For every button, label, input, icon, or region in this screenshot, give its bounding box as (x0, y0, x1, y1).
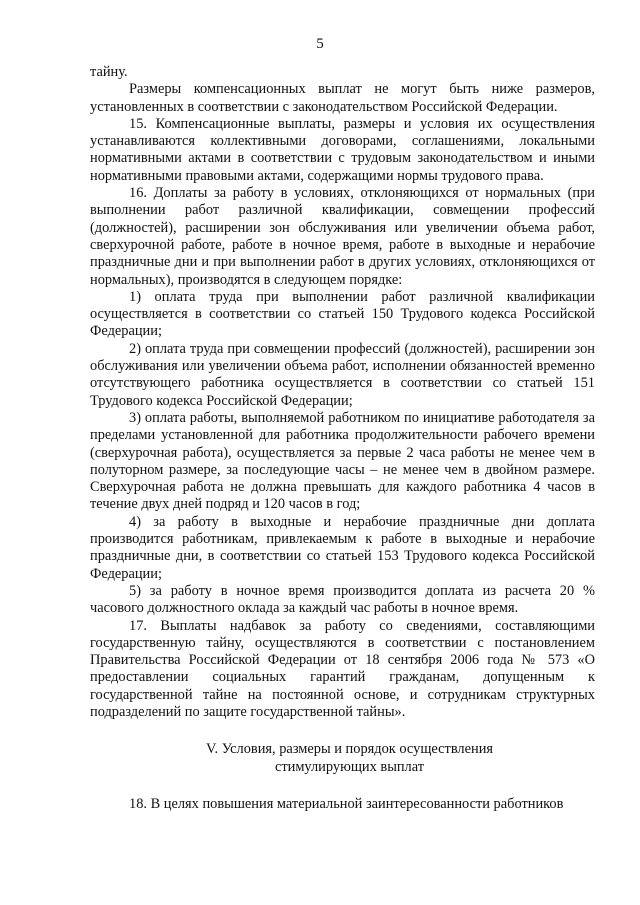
list-item-5: 5) за работу в ночное время производится доплата из расчета 20 % часового должностного оклада за каждый час работы в ночное время. (90, 582, 595, 617)
section-heading-line-2: стимулирующих выплат (274, 758, 425, 775)
paragraph-16: 16. Доплаты за работу в условиях, отклоняющихся от нормальных (при выполнении работ различной квалификации, совмещении профессий (должностей), расширении зон обслуживания или увеличении объема работ, сверхурочной работе, работе в ночное время, работе в выходные и нерабочие праздничные дни и при выполнении работ в других условиях, отклоняющихся от нормальных), производятся в следующем порядке: (90, 185, 595, 288)
paragraph-17: 17. Выплаты надбавок за работу со сведениями, составляющими государственную тайну, осуществляются в соответствии с постановлением Правительства Российской Федерации от 18 сентября 2006 года № 573 «О предоставлении социальных гарантий гражданам, допущенным к государственной тайне на постоянной основе, и сотрудникам структурных подразделений по защите государственной тайны». (90, 617, 595, 720)
document-body (90, 64, 595, 813)
list-item-1: 1) оплата труда при выполнении работ различной квалификации осуществляется в соответствии со статьей 150 Трудового кодекса Российской Федерации; (90, 288, 595, 340)
page-number: 5 (316, 36, 324, 52)
paragraph-18: 18. В целях повышения материальной заинтересованности работников (129, 795, 564, 812)
paragraph-compensation-limits: Размеры компенсационных выплат не могут быть ниже размеров, установленных в соответствии с законодательством Российской Федерации. (90, 81, 595, 115)
paragraph-15: 15. Компенсационные выплаты, размеры и условия их осуществления устанавливаются коллективными договорами, соглашениями, локальными нормативными актами в соответствии с трудовым законодательством и иными нормативными правовыми актами, содержащими нормы трудового права. (90, 115, 595, 184)
list-item-2: 2) оплата труда при совмещении профессий (должностей), расширении зон обслуживания или увеличении объема работ, исполнении обязанностей временно отсутствующего работника осуществляется в соответствии со статьей 151 Трудового кодекса Российской Федерации; (90, 340, 595, 409)
list-item-3: 3) оплата работы, выполняемой работником по инициативе работодателя за пределами установленной для работника продолжительности рабочего времени (сверхурочная работа), осуществляется за первые 2 часа работы не менее чем в полуторном размере, за последующие часы – не менее чем в двойном размере. Сверхурочная работа не должна превышать для каждого работника 4 часов в течение двух дней подряд и 120 часов в год; (90, 409, 595, 513)
paragraph-continuation: тайну. (90, 64, 128, 80)
section-heading (90, 741, 595, 776)
section-heading-line-1: V. Условия, размеры и порядок осуществления (205, 741, 494, 758)
list-item-4: 4) за работу в выходные и нерабочие праздничные дни доплата производится работникам, привлекаемым к работе в выходные и нерабочие праздничные дни, в соответствии со статьей 153 Трудового кодекса Российской Федерации; (90, 513, 595, 582)
paragraph-list (90, 64, 595, 721)
